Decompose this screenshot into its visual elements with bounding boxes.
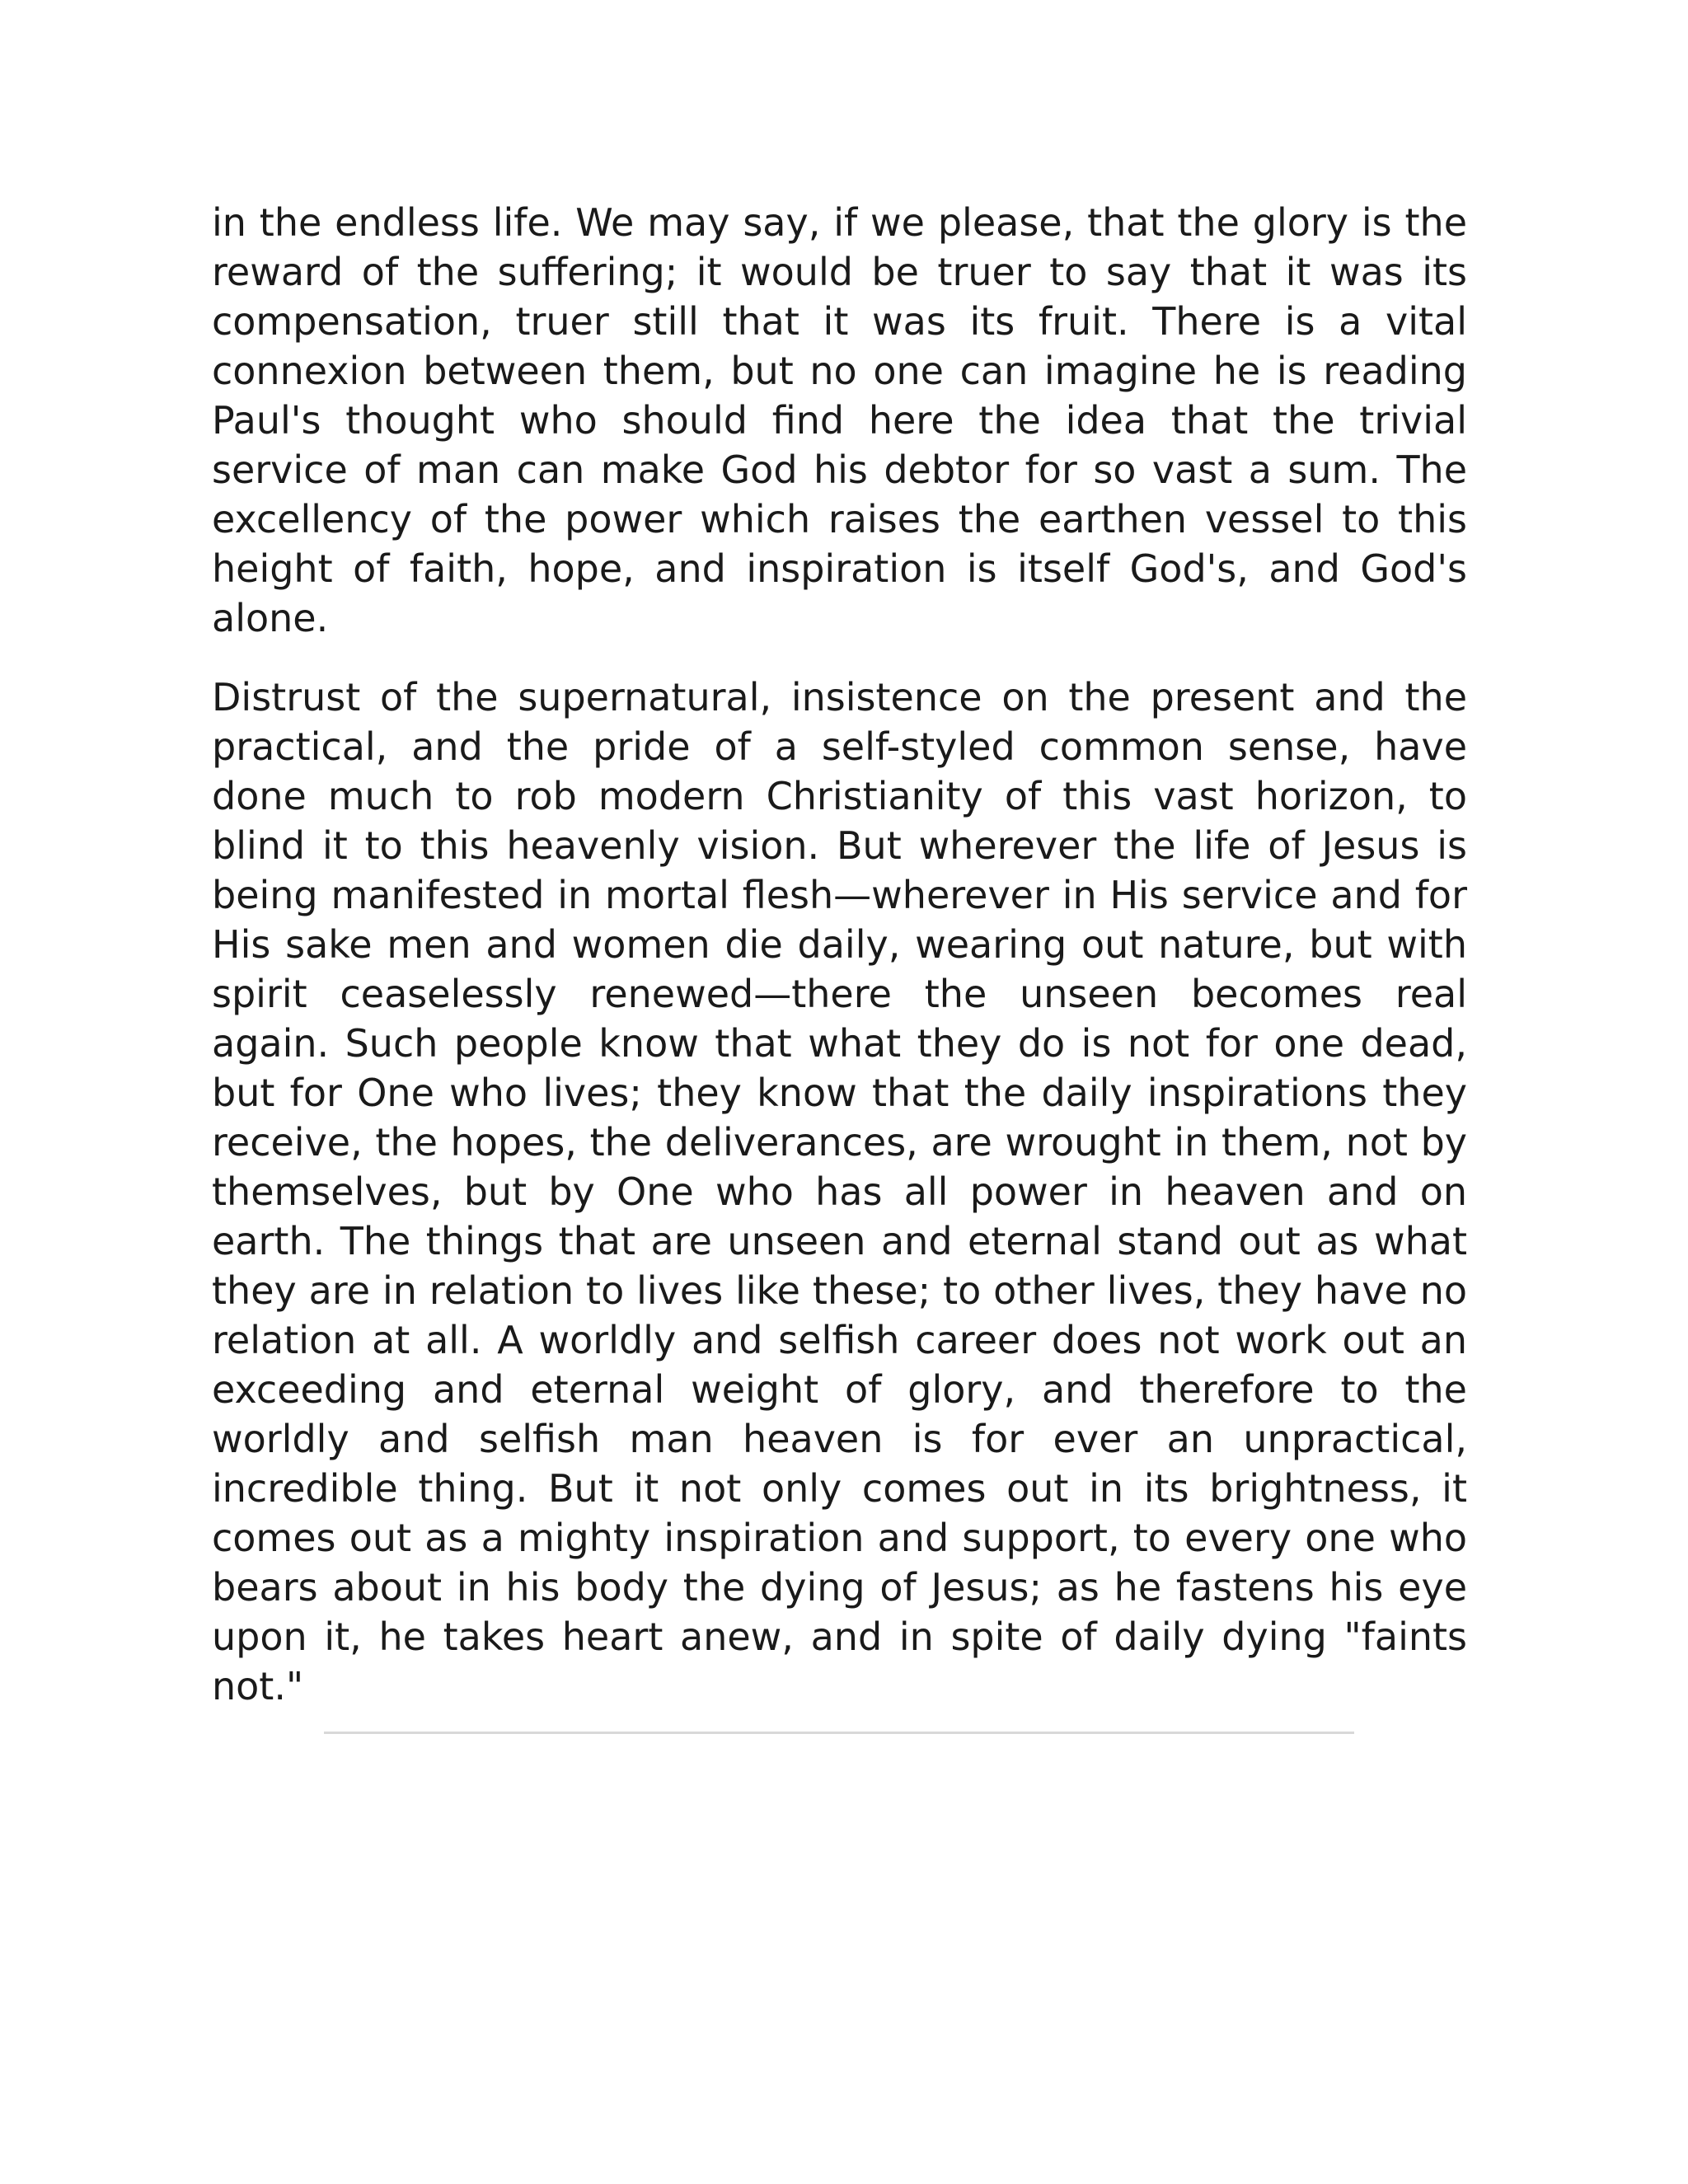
body-text — [212, 198, 1467, 1711]
paragraph-1: in the endless life. We may say, if we please, that the glory is the reward of the suffering; it would be truer to say that it was its compensation, truer still that it was its fruit. There is a vital connexion between them, but no one can imagine he is reading Paul's thought who should find here the idea that the trivial service of man can make God his debtor for so vast a sum. The excellency of the power which raises the earthen vessel to this height of faith, hope, and inspiration is itself God's, and God's alone. — [212, 200, 1467, 640]
paragraph-2: Distrust of the supernatural, insistence on the present and the practical, and the pride of a self-styled common sense, have done much to rob modern Christianity of this vast horizon, to blind it to this heavenly vision. But wherever the life of Jesus is being manifested in mortal flesh—wherever in His service and for His sake men and women die daily, wearing out nature, but with spirit ceaselessly renewed—there the unseen becomes real again. Such people know that what they do is not for one dead, but for One who lives; they know that the daily inspirations they receive, the hopes, the deliverances, are wrought in them, not by themselves, but by One who has all power in heaven and on earth. The things that are unseen and eternal stand out as what they are in relation to lives like these; to other lives, they have no relation at all. A worldly and selfish career does not work out an exceeding and eternal weight of glory, and therefore to the worldly and selfish man heaven is for ever an unpractical, incredible thing. But it not only comes out in its brightness, it comes out as a mighty inspiration and support, to every one who bears about in his body the dying of Jesus; as he fastens his eye upon it, he takes heart anew, and in spite of daily dying "faints not." — [212, 675, 1467, 1708]
horizontal-rule — [324, 1732, 1354, 1734]
